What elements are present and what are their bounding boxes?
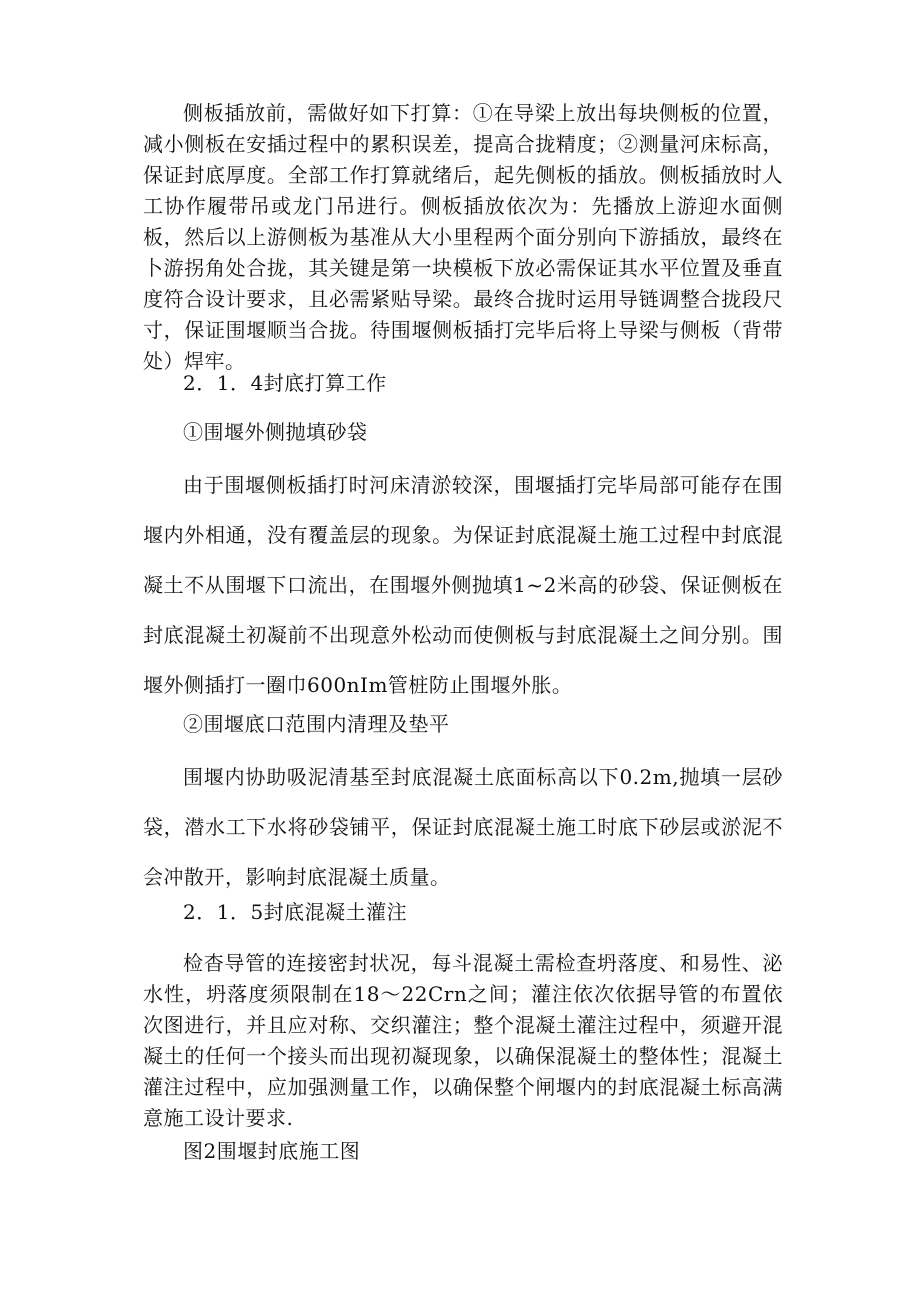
paragraph-sideboard-insertion: 侧板插放前，需做好如下打算：①在导梁上放出每块侧板的位置，减小侧板在安插过程中的累积误差，提高合拢精度；②测量河床标高，保证封底厚度。全部工作打算就绪后，起先侧板的插放。侧板插放时人工协作履带吊或龙门吊进行。侧板插放依次为：先播放上游迎水面侧板，然后以上游侧板为基准从大小里程两个面分别向下游插放，最终在卜游拐角处合拢，其关键是第一块模板下放必需保证其水平位置及垂直度符合设计要求，且必需紧贴导梁。最终合拢时运用导链调整合拢段尺寸，保证围堰顺当合拢。待围堰侧板插打完毕后将上导梁与侧板（背带处）焊牢。 xyxy=(143,101,783,373)
figure-caption: 图2围堰封底施工图 xyxy=(183,1139,361,1163)
paragraph-sandbag-filling: 由于围堰侧板插打时河床清淤较深，围堰插打完毕局部可能存在围堰内外相通，没有覆盖层的现象。为保证封底混凝土施工过程中封底混凝土不从围堰下口流出，在围堰外侧抛填1~2米高的砂袋、保证侧板在封底混凝土初凝前不出现意外松动而使侧板与封底混凝土之间分别。围堰外侧插打一圈巾600nIm管桩防止围堰外胀。 xyxy=(143,473,783,697)
subheading-bottom-leveling: ②围堰底口范围内清理及垫平 xyxy=(183,712,450,736)
paragraph-concrete-pouring: 检杳导管的连接密封状况，每斗混凝土需检查坍落度、和易性、泌水性，坍落度须限制在18～22Crn之间；灌注依次依据导管的布置依次图进行，并且应对称、交织灌注；整个混凝土灌注过程中，须避开混凝土的任何一个接头而出现初凝现象，以确保混凝土的整体性；混凝土灌注过程中，应加强测量工作，以确保整个闸堰内的封底混凝土标高满意施工设计要求. xyxy=(143,951,783,1130)
subheading-sandbag-filling: ①围堰外侧抛填砂袋 xyxy=(183,420,368,444)
section-heading-2-1-4: 2．1．4封底打算工作 xyxy=(183,371,387,395)
paragraph-bottom-leveling: 围堰内协助吸泥清基至封底混凝土底面标高以下0.2m,抛填一层砂袋，潜水工下水将砂袋铺平，保证封底混凝土施工时底下砂层或淤泥不会冲散开，影响封底混凝土质量。 xyxy=(143,765,783,889)
section-heading-2-1-5: 2．1．5封底混凝土灌注 xyxy=(183,900,408,924)
